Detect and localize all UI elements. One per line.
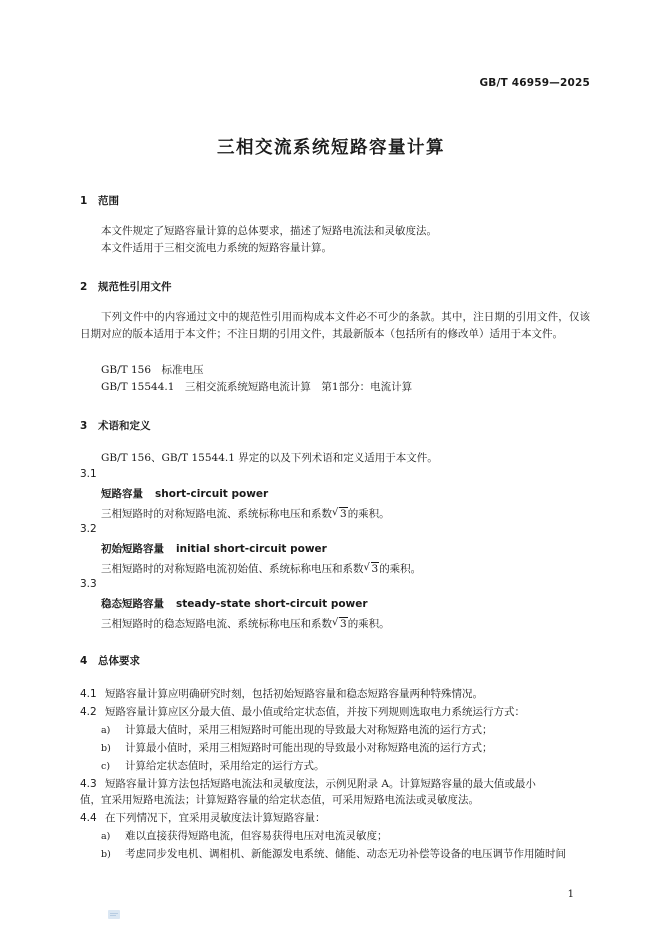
radical-sign: √ (332, 617, 339, 628)
clause-number: 4.4 (80, 812, 97, 824)
list-item (101, 828, 388, 843)
definition-text-end: 的乘积。 (379, 563, 422, 575)
sqrt-3-symbol (332, 506, 348, 522)
term-en: initial short-circuit power (176, 543, 327, 555)
radicand: 3 (340, 618, 347, 630)
term-zh: 短路容量 (101, 488, 143, 500)
clause-number: 4.1 (80, 688, 97, 700)
clause-4-2 (80, 704, 525, 719)
definition-text: 三相短路时的稳态短路电流、系统标称电压和系数 (101, 618, 332, 630)
section-2-heading (80, 279, 172, 294)
clause-4-4 (80, 810, 326, 825)
s1-paragraph-1: 本文件规定了短路容量计算的总体要求，描述了短路电流法和灵敏度法。 (101, 225, 437, 237)
term-en: steady-state short-circuit power (176, 598, 368, 610)
term-heading (101, 486, 268, 501)
section-title: 总体要求 (98, 655, 140, 667)
s1-paragraph-2: 本文件适用于三相交流电力系统的短路容量计算。 (101, 242, 332, 254)
list-text: 考虑同步发电机、调相机、新能源发电系统、储能、动态无功补偿等设备的电压调节作用随时间 (125, 848, 566, 860)
list-marker: a) (101, 725, 111, 736)
section-title: 范围 (98, 195, 119, 207)
page-number: 1 (567, 889, 574, 900)
term-number: 3.1 (80, 468, 97, 480)
section-3-heading (80, 418, 151, 433)
term-definition (101, 616, 390, 632)
list-text: 难以直接获得短路电流，但容易获得电压对电流灵敏度； (125, 830, 388, 842)
clause-text: 短路容量计算应区分最大值、最小值或给定状态值，并按下列规则选取电力系统运行方式： (105, 706, 525, 718)
definition-text: 三相短路时的对称短路电流、系统标称电压和系数 (101, 508, 332, 520)
list-item (101, 740, 493, 755)
list-item (101, 846, 566, 861)
clause-4-1 (80, 686, 483, 701)
definition-text: 三相短路时的对称短路电流初始值、系统标称电压和系数 (101, 563, 364, 575)
radicand: 3 (340, 508, 347, 520)
clause-text: 短路容量计算应明确研究时刻，包括初始短路容量和稳态短路容量两种特殊情况。 (105, 688, 483, 700)
section-number: 1 (80, 195, 88, 207)
list-marker: b) (101, 849, 111, 860)
term-zh: 稳态短路容量 (101, 598, 164, 610)
normative-reference-1: GB/T 156 标准电压 (101, 364, 204, 376)
radical-sign: √ (332, 507, 339, 518)
list-item (101, 758, 325, 773)
list-text: 计算最大值时，采用三相短路时可能出现的导致最大对称短路电流的运行方式； (125, 724, 493, 736)
sqrt-3-symbol (364, 561, 380, 577)
term-heading (101, 541, 327, 556)
list-marker: b) (101, 743, 111, 754)
s2-paragraph: 下列文件中的内容通过文中的规范性引用而构成本文件必不可少的条款。其中，注日期的引用文件，仅该日期对应的版本适用于本文件；不注日期的引用文件，其最新版本（包括所有的修改单）适用于本文件。 (80, 311, 590, 340)
clause-number: 4.3 (80, 778, 97, 790)
section-number: 4 (80, 655, 88, 667)
section-4-heading (80, 653, 140, 668)
term-definition (101, 561, 421, 577)
clause-number: 4.2 (80, 706, 97, 718)
clause-4-3 (80, 776, 536, 791)
clause-text: 在下列情况下，宜采用灵敏度法计算短路容量： (105, 812, 326, 824)
section-1-heading (80, 193, 119, 208)
list-text: 计算最小值时，采用三相短路时可能出现的导致最小对称短路电流的运行方式； (125, 742, 493, 754)
term-number: 3.3 (80, 578, 97, 590)
section-title: 术语和定义 (98, 420, 151, 432)
radicand: 3 (371, 563, 379, 575)
s3-intro: GB/T 156、GB/T 15544.1 界定的以及下列术语和定义适用于本文件。 (101, 452, 438, 464)
clause-text: 短路容量计算方法包括短路电流法和灵敏度法，示例见附录 A。计算短路容量的最大值或最小 (105, 778, 536, 790)
term-number: 3.2 (80, 523, 97, 535)
publisher-mark-icon (108, 910, 120, 919)
list-marker: c) (101, 761, 111, 772)
term-heading (101, 596, 368, 611)
sqrt-3-symbol (332, 616, 348, 632)
list-marker: a) (101, 831, 111, 842)
section-number: 3 (80, 420, 88, 432)
normative-reference-2: GB/T 15544.1 三相交流系统短路电流计算 第1部分：电流计算 (101, 381, 413, 393)
term-en: short-circuit power (155, 488, 269, 500)
clause-4-3-continuation: 值，宜采用短路电流法；计算短路容量的给定状态值，可采用短路电流法或灵敏度法。 (80, 794, 479, 806)
term-definition (101, 506, 390, 522)
standard-number: GB/T 46959—2025 (479, 77, 590, 89)
section-number: 2 (80, 281, 88, 293)
term-zh: 初始短路容量 (101, 543, 164, 555)
radical-sign: √ (363, 562, 370, 573)
document-title: 三相交流系统短路容量计算 (217, 138, 445, 158)
list-item (101, 722, 493, 737)
list-text: 计算给定状态值时，采用给定的运行方式。 (125, 760, 325, 772)
section-title: 规范性引用文件 (98, 281, 172, 293)
definition-text-end: 的乘积。 (347, 618, 390, 630)
definition-text-end: 的乘积。 (347, 508, 390, 520)
